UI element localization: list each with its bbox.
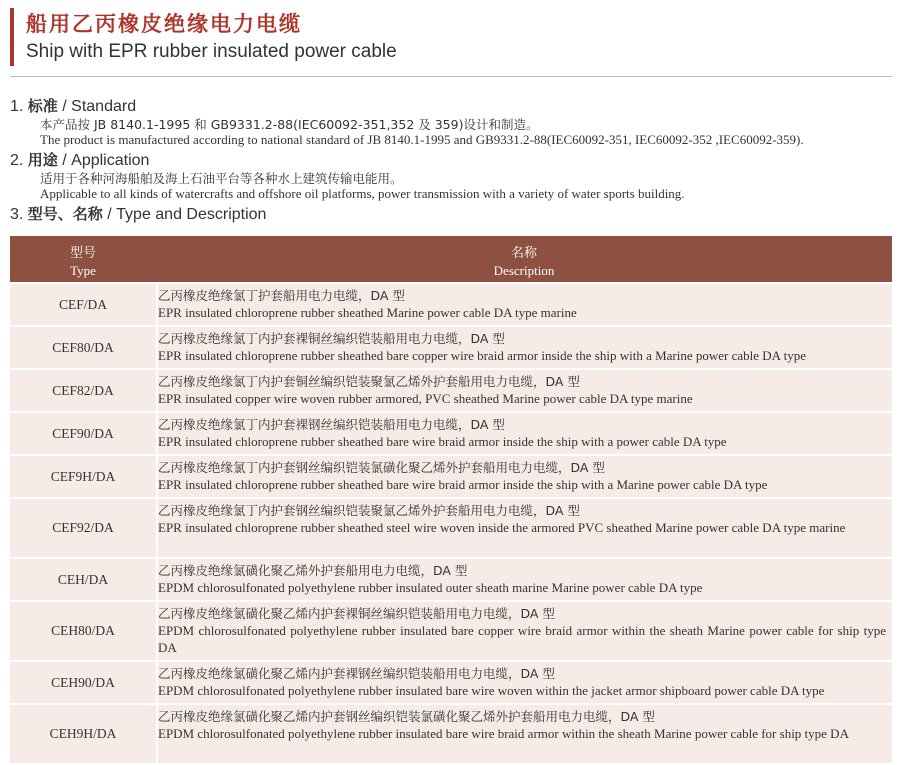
row-desc-cn: 乙丙橡皮绝缘氯丁内护套裸铜丝编织铠装船用电力电缆，DA 型 [158, 331, 505, 346]
section-heading-en: / Application [57, 152, 150, 169]
table-row [10, 368, 892, 411]
row-desc-en: EPR insulated chloroprene rubber sheathed Marine power cable DA type marine [158, 305, 577, 320]
header-desc-cell [156, 236, 892, 282]
row-type: CEH/DA [57, 571, 109, 587]
section-number: 1. [10, 98, 24, 115]
table-row [10, 497, 892, 557]
page-title-cn: 船用乙丙橡皮绝缘电力电缆 [26, 12, 302, 36]
section-type-heading [10, 203, 266, 224]
header-desc-cn: 名称 [510, 246, 537, 261]
section-number: 3. [10, 206, 24, 223]
table-row [10, 282, 892, 325]
row-type: CEF9H/DA [50, 468, 116, 484]
section-heading-cn: 用途 [27, 151, 58, 169]
row-desc [156, 284, 892, 325]
table-row [10, 325, 892, 368]
row-type: CEH90/DA [51, 674, 115, 690]
row-desc-cn: 乙丙橡皮绝缘氯丁内护套铜丝编织铠装聚氯乙烯外护套船用电力电缆，DA 型 [158, 374, 580, 389]
header-type-en: Type [70, 263, 96, 278]
table-row [10, 411, 892, 454]
table-row [10, 660, 892, 703]
row-desc-cn: 乙丙橡皮绝缘氯丁内护套裸钢丝编织铠装船用电力电缆，DA 型 [158, 417, 505, 432]
row-desc-en: EPR insulated chloroprene rubber sheathed bare wire braid armor inside the ship with a Marine power cable DA type [158, 477, 768, 492]
section-heading-cn: 标准 [27, 97, 58, 115]
row-type: CEH80/DA [51, 623, 115, 638]
row-desc [156, 499, 892, 557]
row-desc [156, 602, 892, 660]
row-desc-en: EPR insulated chloroprene rubber sheathed bare copper wire braid armor inside the ship with a Marine power cable DA type [158, 348, 806, 363]
table-row [10, 454, 892, 497]
row-desc-cn: 乙丙橡皮绝缘氯丁护套船用电力电缆，DA 型 [158, 288, 405, 303]
title-accent-bar [10, 8, 14, 66]
row-desc-cn: 乙丙橡皮绝缘氯磺化聚乙烯内护套裸铜丝编织铠装船用电力电缆，DA 型 [158, 606, 555, 621]
row-desc [156, 705, 892, 763]
section-application-heading [10, 149, 149, 170]
row-type: CEF90/DA [52, 425, 114, 441]
header-desc-en: Description [493, 263, 555, 278]
standard-text-cn: 本产品按 JB 8140.1-1995 和 GB9331.2-88(IEC60092-351,352 及 359)设计和制造。 [40, 117, 539, 132]
row-type: CEH9H/DA [49, 726, 117, 741]
title-divider [10, 76, 892, 77]
row-desc-cn: 乙丙橡皮绝缘氯磺化聚乙烯外护套船用电力电缆，DA 型 [158, 563, 468, 578]
row-desc [156, 662, 892, 703]
row-desc [156, 559, 892, 600]
row-desc [156, 456, 892, 497]
row-desc-cn: 乙丙橡皮绝缘氯磺化聚乙烯内护套钢丝编织铠装氯磺化聚乙烯外护套船用电力电缆，DA 型 [158, 709, 655, 724]
row-desc [156, 370, 892, 411]
header-type-cn: 型号 [69, 246, 96, 261]
row-desc-en: EPR insulated chloroprene rubber sheathed bare wire braid armor inside the ship with a power cable DA type [158, 434, 727, 449]
section-heading-cn: 型号、名称 [27, 205, 103, 223]
row-desc-en: EPR insulated chloroprene rubber sheathed steel wire woven inside the armored PVC sheathed Marine power cable DA type marine [158, 520, 846, 535]
row-desc-cn: 乙丙橡皮绝缘氯丁内护套钢丝编织铠装氯磺化聚乙烯外护套船用电力电缆，DA 型 [158, 460, 605, 475]
row-desc [156, 413, 892, 454]
header-type-cell [10, 236, 156, 282]
row-desc [156, 327, 892, 368]
row-desc-en: EPDM chlorosulfonated polyethylene rubber insulated outer sheath marine Marine power cable DA type [158, 580, 703, 595]
row-desc-en: EPR insulated copper wire woven rubber armored, PVC sheathed Marine power cable DA type marine [158, 391, 693, 406]
table-row [10, 600, 892, 660]
standard-text-en: The product is manufactured according to national standard of JB 8140.1-1995 and GB9331.2-88(IEC60092-351, IEC60092-352 ,IEC60092-359). [40, 132, 804, 147]
type-description-table [10, 236, 892, 763]
row-type: CEF80/DA [52, 339, 114, 355]
table-row [10, 703, 892, 763]
row-desc-cn: 乙丙橡皮绝缘氯磺化聚乙烯内护套裸钢丝编织铠装船用电力电缆，DA 型 [158, 666, 555, 681]
section-standard-heading [10, 95, 136, 116]
table-header [10, 236, 892, 282]
row-type: CEF82/DA [52, 382, 114, 398]
row-desc-en: EPDM chlorosulfonated polyethylene rubber insulated bare copper wire braid armor within the sheath Marine power cable for ship type DA [158, 623, 886, 655]
row-type: CEF92/DA [52, 520, 114, 535]
page-title-en: Ship with EPR rubber insulated power cable [26, 41, 397, 62]
application-text-en: Applicable to all kinds of watercrafts and offshore oil platforms, power transmission with a variety of water sports building. [40, 186, 685, 201]
row-desc-en: EPDM chlorosulfonated polyethylene rubber insulated bare wire braid armor within the sheath Marine power cable for ship type DA [158, 726, 849, 741]
row-desc-cn: 乙丙橡皮绝缘氯丁内护套钢丝编织铠装聚氯乙烯外护套船用电力电缆，DA 型 [158, 503, 580, 518]
section-heading-en: / Type and Description [102, 206, 267, 223]
section-heading-en: / Standard [57, 98, 137, 115]
table-row [10, 557, 892, 600]
application-text-cn: 适用于各种河海船舶及海上石油平台等各种水上建筑传输电能用。 [40, 171, 403, 186]
row-desc-en: EPDM chlorosulfonated polyethylene rubber insulated bare wire woven within the jacket armor shipboard power cable DA type [158, 683, 825, 698]
section-number: 2. [10, 152, 24, 169]
row-type: CEF/DA [58, 296, 107, 312]
